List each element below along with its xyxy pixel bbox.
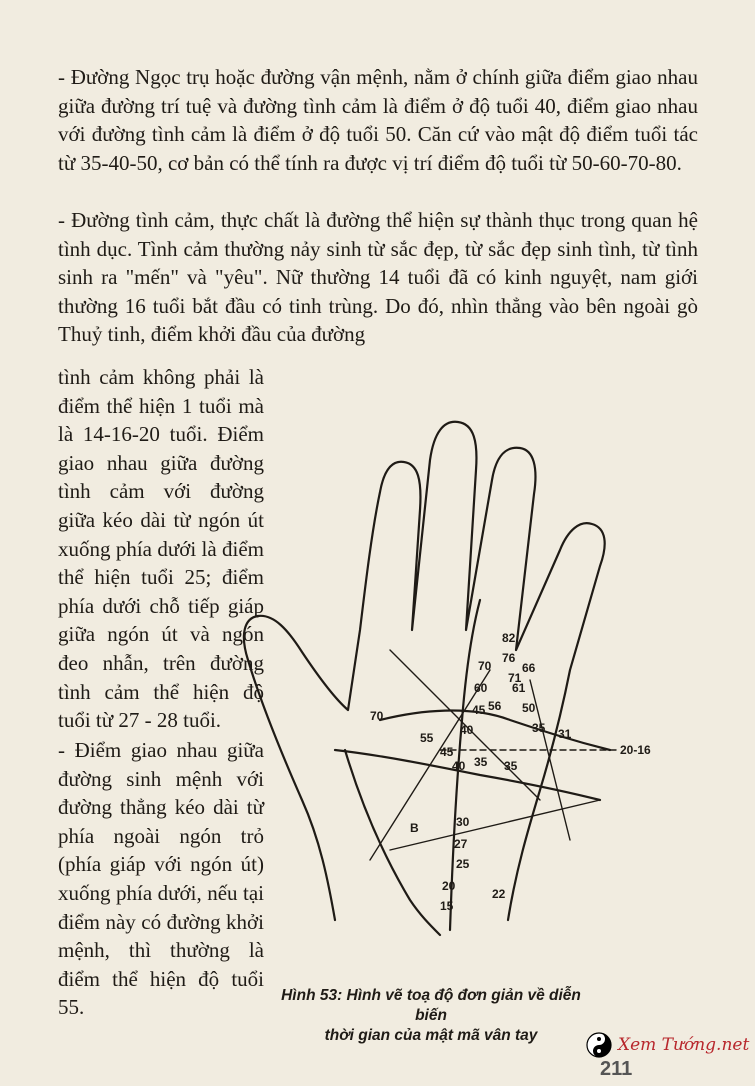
logo-text: Xem Tướng.net [618, 1035, 750, 1055]
figure-label: 50 [522, 701, 536, 715]
coordinate-line [530, 680, 570, 840]
figure-label: 61 [512, 681, 526, 695]
yin-yang-icon [586, 1032, 612, 1058]
site-logo [586, 1032, 749, 1058]
paragraph-life-line: - Điểm giao nhau giữa đường sinh mệnh với đường thẳng kéo dài từ phía ngoài ngón trỏ (phía giáp với ngón út) xuống phía dưới, nếu tại điểm này có đường khởi mệnh, thì thường là điểm thể hiện độ tuổi 55. [58, 738, 264, 1020]
hand-outline [244, 422, 605, 920]
paragraph-heart-line-continued: tình cảm không phải là điểm thể hiện 1 tuổi mà là 14-16-20 tuổi. Điểm giao nhau giữa đường tình cảm với đường giữa kéo dài từ ngón út xuống phía dưới là điểm thể hiện tuổi 25; điểm phía dưới chỗ tiếp giáp giữa ngón út và ngón đeo nhẫn, trên đường tình cảm thể hiện độ tuổi từ 27 - 28 tuổi. [58, 365, 264, 733]
figure-label: 35 [474, 755, 488, 769]
head-line [335, 750, 600, 800]
figure-label: 45 [472, 703, 486, 717]
page-number: 211 [600, 1058, 633, 1080]
figure-label: 71 [508, 671, 522, 685]
figure-label: 20-16 [620, 743, 651, 757]
figure-label: 35 [504, 759, 518, 773]
figure-label: 20 [442, 879, 456, 893]
figure-label: 25 [456, 857, 470, 871]
figure-label: 40 [460, 723, 474, 737]
figure-label: 82 [502, 631, 516, 645]
figure-label: 45 [440, 745, 454, 759]
paragraph-fate-line: - Đường Ngọc trụ hoặc đường vận mệnh, nằm ở chính giữa điểm giao nhau giữa đường trí tuệ và đường tình cảm là điểm ở độ tuổi 40, điểm giao nhau với đường tình cảm là điểm ở độ tuổi 50. Căn cứ vào mật độ điểm tuổi tác từ 35-40-50, cơ bản có thể tính ra được vị trí điểm độ tuổi từ 50-60-70-80. [58, 65, 698, 175]
palm-diagram [240, 420, 690, 940]
figure-label: 55 [420, 731, 434, 745]
figure-label: 56 [488, 699, 502, 713]
paragraph-heart-line: - Đường tình cảm, thực chất là đường thể hiện sự thành thục trong quan hệ tình dục. Tình cảm thường nảy sinh từ sắc đẹp, từ sắc đẹp sinh tình, từ tình sinh ra "mến" và "yêu". Nữ thường 14 tuổi đã có kinh nguyệt, nam giới thường 16 tuổi bắt đầu có tinh trùng. Do đó, nhìn thẳng vào bên ngoài gò Thuỷ tinh, điểm khởi đầu của đường [58, 208, 698, 347]
caption-line-2: thời gian của mật mã vân tay [324, 1027, 538, 1044]
figure-label: 31 [558, 727, 572, 741]
heart-line [380, 711, 610, 750]
figure-label: 40 [452, 759, 466, 773]
figure-label: 27 [454, 837, 468, 851]
figure-label: 66 [522, 661, 536, 675]
figure-label: 70 [370, 709, 384, 723]
figure-label: 30 [456, 815, 470, 829]
figure-label: 60 [474, 681, 488, 695]
caption-line-1: Hình 53: Hình vẽ toạ độ đơn giản về diễn biến [281, 987, 581, 1024]
figure-label: 76 [502, 651, 516, 665]
figure-label: B [410, 821, 419, 835]
figure-label: 22 [492, 887, 506, 901]
life-line [345, 750, 440, 935]
figure-caption [266, 986, 596, 1046]
figure-label: 35 [532, 721, 546, 735]
coordinate-line [390, 800, 600, 850]
coordinate-line [370, 670, 490, 860]
figure-label: 15 [440, 899, 454, 913]
figure-label: 70 [478, 659, 492, 673]
